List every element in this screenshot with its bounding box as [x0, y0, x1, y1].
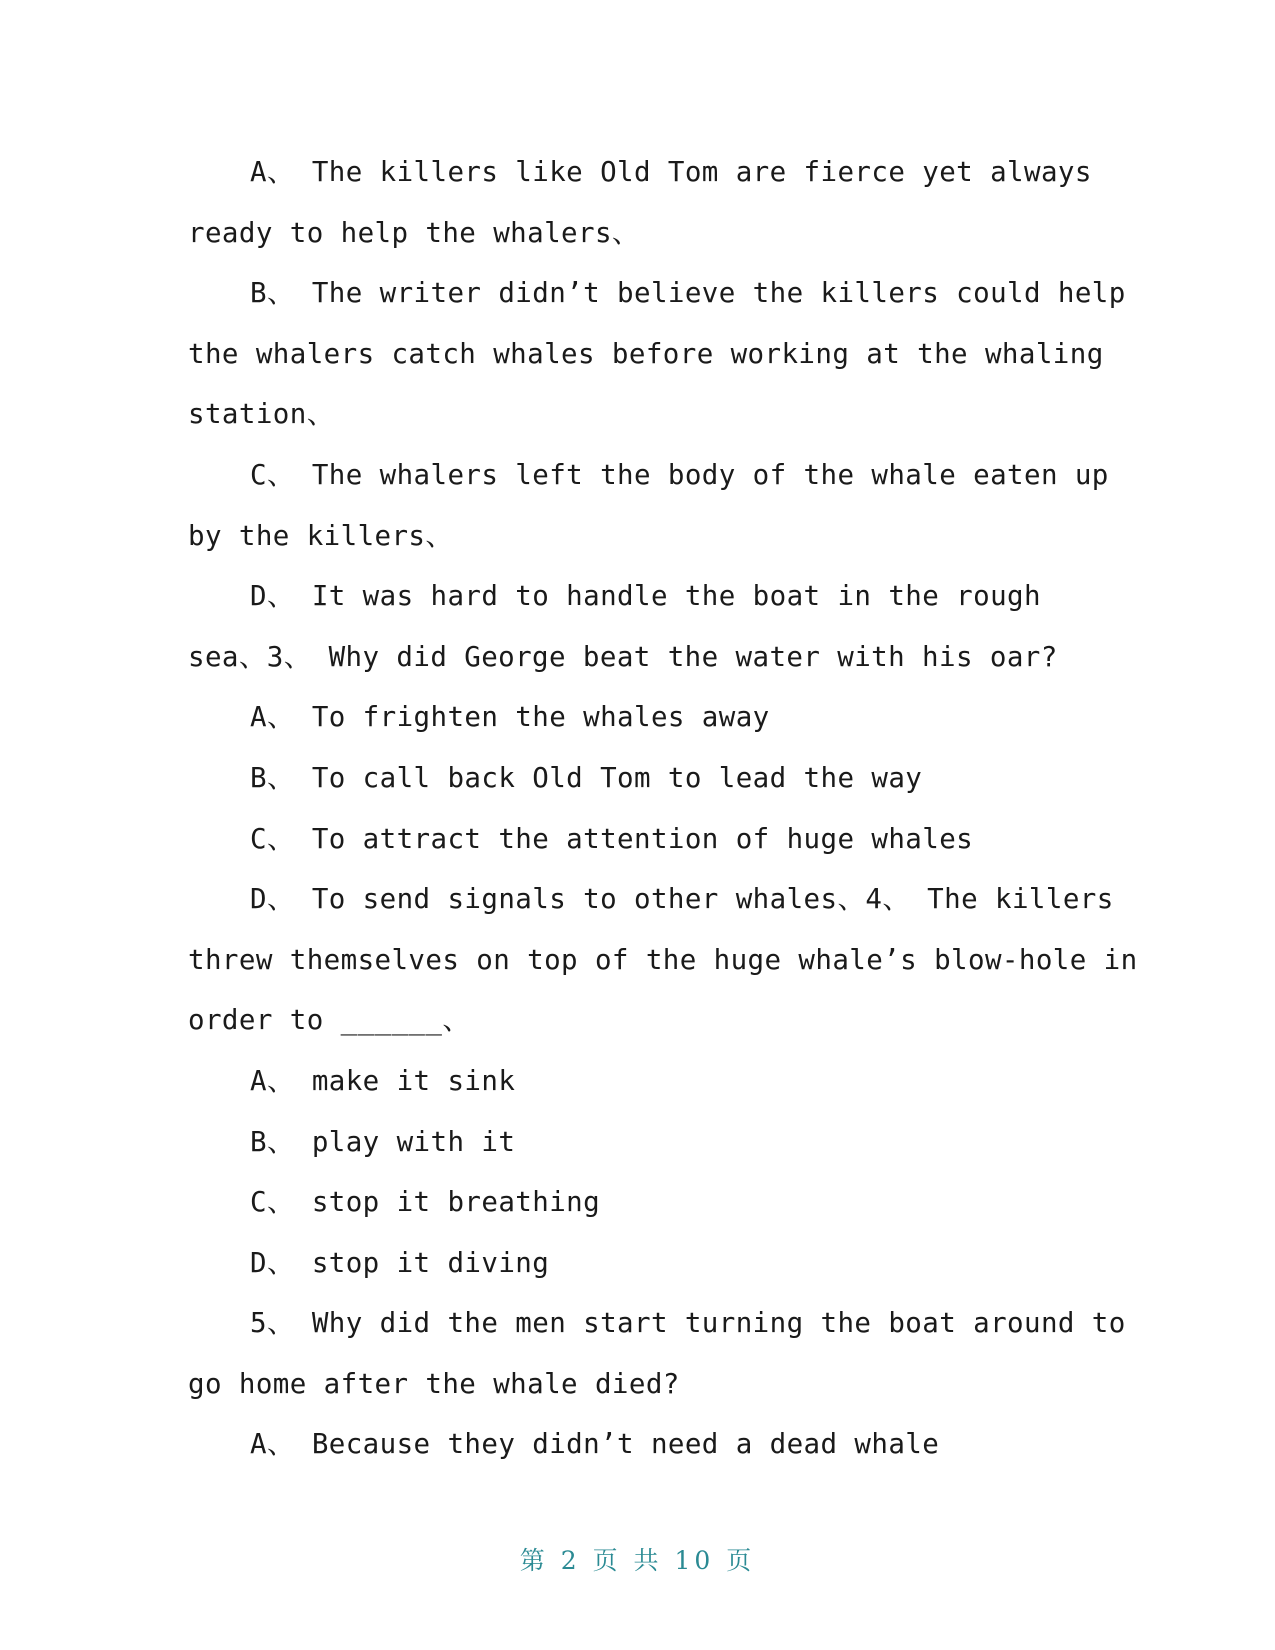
- document-body: [188, 142, 1138, 1475]
- text-line-option-d: D、 It was hard to handle the boat in the rough: [250, 580, 1041, 613]
- text-line: go home after the whale died?: [188, 1367, 680, 1400]
- page-number-footer: 第 2 页 共 10 页: [519, 1546, 756, 1575]
- text-line-option-b: B、 play with it: [250, 1125, 516, 1158]
- text-line-option-a: A、 Because they didn’t need a dead whale: [250, 1428, 940, 1461]
- text-line-question-3: sea、3、 Why did George beat the water with his oar?: [188, 640, 1058, 673]
- text-line-option-a: A、 The killers like Old Tom are fierce yet always: [250, 156, 1092, 188]
- text-line: ready to help the whalers、: [188, 216, 640, 249]
- text-line-option-b: B、 The writer didn’t believe the killers could help: [250, 277, 1126, 310]
- text-line-option-c: C、 To attract the attention of huge whales: [250, 822, 974, 855]
- text-line-question-4: threw themselves on top of the huge whale’s blow-hole in: [188, 943, 1138, 976]
- text-line: the whalers catch whales before working at the whaling: [188, 337, 1104, 370]
- text-line: by the killers、: [188, 519, 454, 552]
- text-line-option-d: D、 stop it diving: [250, 1246, 550, 1279]
- text-line-option-c: C、 The whalers left the body of the whale eaten up: [250, 458, 1109, 491]
- text-line-option-a: A、 make it sink: [250, 1064, 516, 1097]
- text-line: order to ______、: [188, 1004, 471, 1037]
- text-line-option-d: D、 To send signals to other whales、4、 The killers: [250, 883, 1114, 916]
- text-line-option-a: A、 To frighten the whales away: [250, 701, 770, 734]
- text-line-option-b: B、 To call back Old Tom to lead the way: [250, 761, 923, 794]
- text-line-question-5: 5、 Why did the men start turning the boat around to: [250, 1307, 1126, 1340]
- text-line: station、: [188, 398, 335, 431]
- text-line-option-c: C、 stop it breathing: [250, 1186, 601, 1219]
